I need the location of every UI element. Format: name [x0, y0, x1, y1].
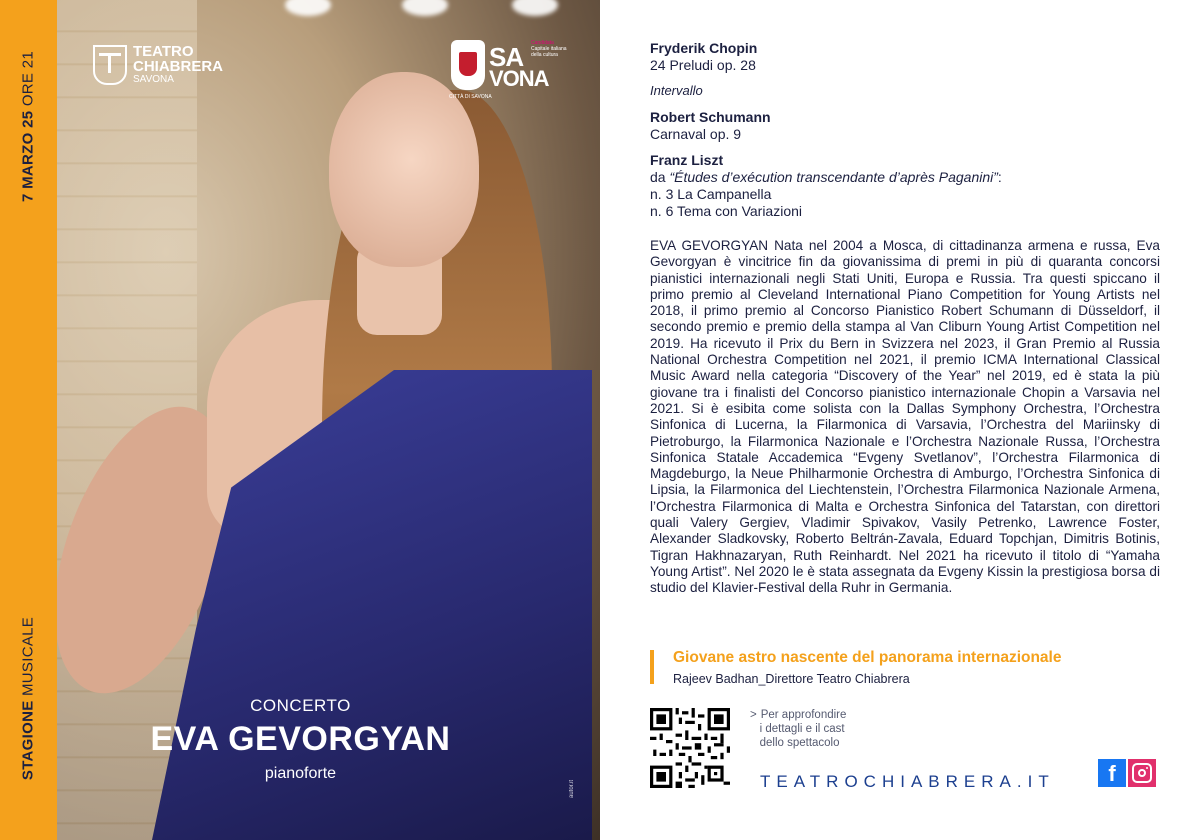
quote-bar: [650, 650, 654, 684]
artist-biography: [650, 238, 1160, 597]
social-links: [1098, 759, 1156, 787]
arrow-right-icon: >: [750, 709, 757, 721]
city-crest-icon: [451, 40, 485, 90]
quote-author: Rajeev Badhan_Direttore Teatro Chiabrera: [673, 672, 910, 686]
qr-code-icon: [650, 708, 730, 788]
teatro-chiabrera-logo[interactable]: TEATRO CHIABRERA SAVONA: [93, 44, 223, 86]
composer-chopin: Fryderik Chopin: [650, 40, 758, 56]
instrument-label: pianoforte: [264, 765, 337, 782]
bio-lead: EVA GEVORGYAN: [650, 238, 769, 253]
concerto-label: CONCERTO: [250, 696, 351, 715]
season-label: STAGIONE MUSICALE: [19, 616, 37, 781]
interval-label: Intervallo: [650, 83, 703, 98]
savona-2027-logo: SA VONA Candidata Capitale italiana della cultura: [489, 40, 567, 91]
artist-name: EVA GEVORGYAN: [150, 720, 451, 758]
press-quote: Giovane astro nascente del panorama internazionale: [673, 649, 1062, 666]
piece-schumann: Carnaval op. 9: [650, 126, 742, 142]
bio-text: Nata nel 2004 a Mosca, di cittadinanza armena e russa, Eva Gevorgyan è vincitrice fin da giovanissima di premi in più di quaranta concorsi pianistici internazionali negli Stati Uniti, Europa e Russia. Tra questi spiccano il primo premio al Cleveland International Piano Competition for Young Artists nel 2018, il primo premio al Concorso Pianistico Robert Schumann di Düsseldorf, il secondo premio e premio della stampa al Van Cliburn Young Artist Competition nel 2019. Ha ricevuto il Prix du Bern in Svizzera nel 2023, il Gran Premio al Russia National Orchestra Competition nel 2021, il premio ICMA International Classical Music Award nella categoria “Discovery of the Year” nel 2019, ed è stata la più giovane tra i finalisti del Concorso pianistico internazionale Chopin a Varsavia nel 2021. Si è esibita come solista con la Dallas Symphony Orchestra, l’Orchestra Sinfonica di Lucerna, la Filarmonica di Varsavia, l’Orchestra del Mariinsky di Pietroburgo, la Filarmonica Nazionale e l’Orchestra Nazionale Russa, l’Orchestra Sinfonica Statale Accademica “Evgeny Svetlanov”, l’Orchestra Filarmonica di Magdeburgo, la Neue Philharmonie Orchestra di Amburgo, l’Orchestra Sinfonica di Lipsia, la Filarmonica del Liechtenstein, l’Orchestra Filarmonica Nazionale Armena, l’Orchestra Filarmonica di Malta e Orchestra Sinfonica del Tatarstan, con direttori quali Valery Gergiev, Vladimir Spivakov, Vasily Petrenko, Lawrence Foster, Alexander Sladkovsky, Roberto Beltrán-Zavala, Eduard Topchjan, Dimitris Botinis, Tigran Hakhnazaryan, Ruth Reinhardt. Nel 2021 ha ricevuto il titolo di “Yamaha Young Artist”. Nel 2020 le è stata assegnata da Evgeny Kissin la prestigiosa borsa di studio del Klavier-Festival della Ruhr in Germania.: [650, 238, 1160, 596]
photo-credit: autor.it: [569, 779, 575, 798]
piece-liszt-n3: n. 3 La Campanella: [650, 186, 772, 202]
side-band: [0, 0, 57, 840]
facebook-icon[interactable]: f: [1098, 759, 1126, 787]
composer-liszt: Franz Liszt: [650, 152, 724, 168]
composer-schumann: Robert Schumann: [650, 109, 771, 125]
instagram-icon[interactable]: [1128, 759, 1156, 787]
artist-photo: [57, 0, 600, 840]
teatro-logo-icon: [93, 45, 127, 85]
concert-program: [650, 40, 1002, 220]
piece-liszt-source: da “Études d’exécution transcendante d’après Paganini”:: [650, 169, 1002, 185]
qr-code[interactable]: [650, 708, 730, 788]
qr-note: > Per approfondire i dettagli e il cast dello spettacolo: [750, 709, 847, 749]
website-link[interactable]: TEATROCHIABRERA.IT: [760, 772, 1055, 791]
piece-liszt-n6: n. 6 Tema con Variazioni: [650, 203, 803, 219]
crest-label: CITTÀ DI SAVONA: [449, 94, 492, 100]
event-date: 7 MARZO 25 ORE 21: [19, 51, 37, 202]
piece-chopin: 24 Preludi op. 28: [650, 57, 756, 73]
